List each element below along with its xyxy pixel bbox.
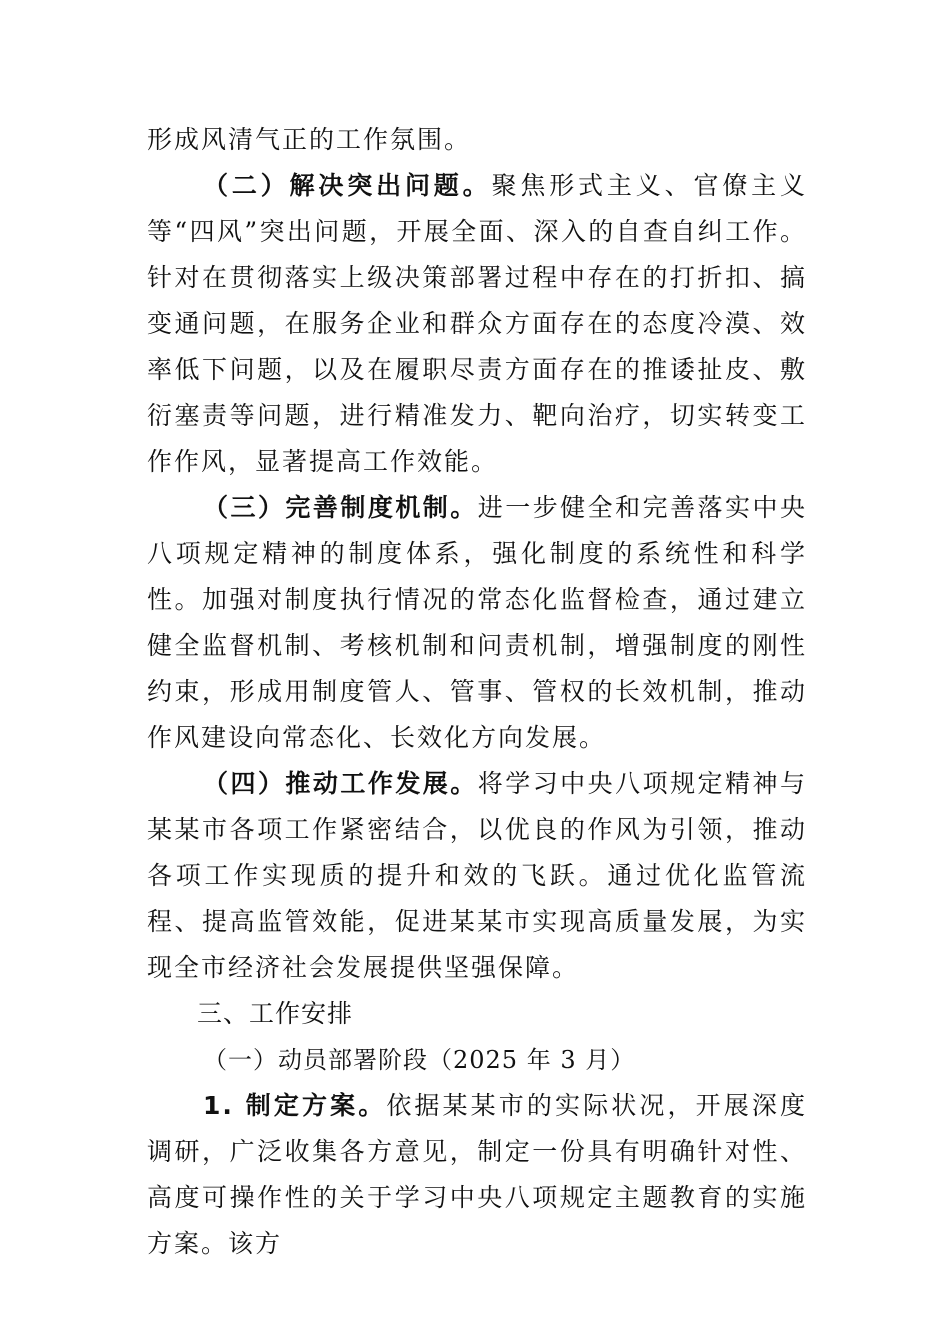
paragraph-solve-problems xyxy=(147,163,807,485)
document-body xyxy=(147,117,807,1267)
paragraph-lead: （三）完善制度机制。 xyxy=(203,493,478,522)
paragraph-lead: （二）解决突出问题。 xyxy=(203,171,492,200)
paragraph-text: 将学习中央八项规定精神与某某市各项工作紧密结合，以优良的作风为引领，推动各项工作实现质的提升和效的飞跃。通过优化监管流程、提高监管效能，促进某某市实现高质量发展，为实现全市经济社会发展提供坚强保障。 xyxy=(147,769,807,982)
paragraph-text: 形成风清气正的工作氛围。 xyxy=(147,125,472,154)
subsection-heading: （一）动员部署阶段（2025 年 3 月） xyxy=(203,1046,636,1074)
paragraph-make-plan xyxy=(147,1083,807,1267)
paragraph-text: 依据某某市的实际状况，开展深度调研，广泛收集各方意见，制定一份具有明确针对性、高度可操作性的关于学习中央八项规定主题教育的实施方案。该方 xyxy=(147,1091,807,1258)
paragraph-continuation xyxy=(147,117,807,163)
paragraph-improve-system xyxy=(147,485,807,761)
paragraph-lead: （四）推动工作发展。 xyxy=(203,769,478,798)
paragraph-promote-work xyxy=(147,761,807,991)
paragraph-text: 进一步健全和完善落实中央八项规定精神的制度体系，强化制度的系统性和科学性。加强对制度执行情况的常态化监督检查，通过建立健全监督机制、考核机制和问责机制，增强制度的刚性约束，形成用制度管人、管事、管权的长效机制，推动作风建设向常态化、长效化方向发展。 xyxy=(147,493,807,752)
paragraph-text: 聚焦形式主义、官僚主义等“四风”突出问题，开展全面、深入的自查自纠工作。针对在贯彻落实上级决策部署过程中存在的打折扣、搞变通问题，在服务企业和群众方面存在的态度冷漠、效率低下问题，以及在履职尽责方面存在的推诿扯皮、敷衍塞责等问题，进行精准发力、靶向治疗，切实转变工作作风，显著提高工作效能。 xyxy=(147,171,807,476)
paragraph-lead: 1. 制定方案。 xyxy=(203,1091,387,1120)
section-heading: 三、工作安排 xyxy=(197,999,354,1028)
